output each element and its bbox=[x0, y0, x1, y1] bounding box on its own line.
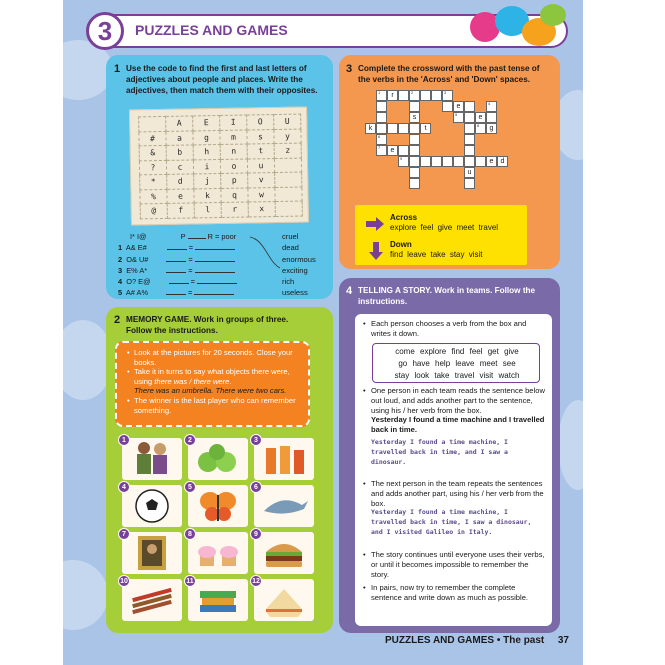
crossword-cell[interactable] bbox=[420, 90, 431, 101]
opposite-word: useless bbox=[282, 288, 308, 297]
opposite-word: dead bbox=[282, 243, 299, 252]
crossword-cell[interactable]: 5 bbox=[453, 112, 464, 123]
crossword-cell[interactable] bbox=[409, 134, 420, 145]
crossword-cell[interactable]: d bbox=[497, 156, 508, 167]
crossword-cell[interactable] bbox=[409, 167, 420, 178]
bottles-icon bbox=[254, 438, 314, 480]
crossword-cell[interactable]: 2 bbox=[409, 90, 420, 101]
cupcakes-icon bbox=[188, 532, 248, 574]
unit-number-badge: 3 bbox=[86, 12, 124, 50]
footer-text: PUZZLES AND GAMES • The past bbox=[385, 635, 545, 646]
crossword-cell[interactable] bbox=[453, 156, 464, 167]
picture-number: 9 bbox=[250, 528, 262, 540]
exercise-1-instruction-line: adjectives about people and places. Write the bbox=[126, 75, 303, 84]
background-blob bbox=[63, 560, 108, 630]
code-table: A E I O U # a g m s y & b h n t z ? c i o u * d j p v % e k q w @ f l r x bbox=[138, 114, 303, 219]
memory-game-rules-box bbox=[115, 341, 310, 427]
opposite-word: exciting bbox=[282, 266, 308, 275]
picture-number: 8 bbox=[184, 528, 196, 540]
crossword-cell[interactable]: 1 bbox=[376, 90, 387, 101]
exercise-4-instruction-line: instructions. bbox=[358, 297, 408, 306]
story-step: • In pairs, now try to remember the complete sentence and write down as much as possible. bbox=[363, 583, 545, 603]
picture-number: 11 bbox=[184, 575, 196, 587]
opposite-word: enormous bbox=[282, 255, 316, 264]
code-table-card bbox=[129, 106, 309, 225]
dolphin-icon bbox=[254, 485, 314, 527]
crossword-cell[interactable]: 4 bbox=[486, 101, 497, 112]
pencils-icon bbox=[122, 579, 182, 621]
exercise-3-instruction-line: Complete the crossword with the past tense of bbox=[358, 64, 540, 73]
crossword-cell[interactable]: e bbox=[486, 156, 497, 167]
crossword-cell[interactable] bbox=[442, 101, 453, 112]
exercise-1-instruction-line: adjectives, then match them with their opposites. bbox=[126, 86, 318, 95]
page-footer bbox=[385, 635, 569, 646]
crossword-cell[interactable] bbox=[475, 156, 486, 167]
crossword-cell[interactable] bbox=[409, 156, 420, 167]
football-icon bbox=[122, 485, 182, 527]
crossword-cell[interactable] bbox=[409, 178, 420, 189]
crossword-cell[interactable]: t bbox=[420, 123, 431, 134]
picture-number: 2 bbox=[184, 434, 196, 446]
crossword-cell[interactable] bbox=[398, 90, 409, 101]
picture-number: 10 bbox=[118, 575, 130, 587]
crossword-cell[interactable]: 6 bbox=[376, 134, 387, 145]
background-blob bbox=[558, 400, 583, 490]
verb-row: stay look take travel visit watch bbox=[394, 371, 520, 380]
down-arrow-icon bbox=[369, 242, 383, 260]
code-item-row: 3 E% A* = bbox=[118, 266, 237, 275]
crossword-cell[interactable]: s bbox=[409, 112, 420, 123]
rule-item: • The winner is the last player who can remember something. bbox=[127, 396, 305, 415]
picture-number: 1 bbox=[118, 434, 130, 446]
crossword-cell[interactable] bbox=[464, 112, 475, 123]
crossword-cell[interactable] bbox=[464, 156, 475, 167]
picture-number: 3 bbox=[250, 434, 262, 446]
people-icon bbox=[122, 438, 182, 480]
rule-item: • Take it in turns to say what objects there were, using there was / there were. There was an umbrella. There were two cars. bbox=[127, 367, 305, 396]
exercise-3-number: 3 bbox=[346, 63, 353, 75]
down-label: Down bbox=[390, 240, 412, 249]
exercise-2-instruction-line: MEMORY GAME. Work in groups of three. bbox=[126, 315, 289, 324]
picture-number: 12 bbox=[250, 575, 262, 587]
crossword-cell[interactable] bbox=[464, 123, 475, 134]
down-words: find leave take stay visit bbox=[390, 250, 483, 259]
story-handwritten-example: Yesterday I found a time machine, I travelled back in time, and I saw a dinosaur. bbox=[371, 437, 508, 466]
picture-number: 5 bbox=[184, 481, 196, 493]
apples-icon bbox=[188, 438, 248, 480]
crossword-cell[interactable]: k bbox=[365, 123, 376, 134]
example-answer: = poor bbox=[215, 232, 237, 241]
picture-number: 7 bbox=[118, 528, 130, 540]
opposite-word: cruel bbox=[282, 232, 299, 241]
sandwich-icon bbox=[254, 579, 314, 621]
crossword-cell[interactable] bbox=[464, 178, 475, 189]
crossword-cell[interactable] bbox=[398, 145, 409, 156]
verb-row: go have help leave meet see bbox=[398, 359, 516, 368]
crossword-cell[interactable]: e bbox=[387, 145, 398, 156]
example-answer-row bbox=[130, 232, 236, 241]
code-item-row: 1 A& E# = bbox=[118, 243, 237, 252]
exercise-4-instruction-line: TELLING A STORY. Work in teams. Follow the bbox=[358, 286, 536, 295]
rule-item: • Look at the pictures for 20 seconds. Close your books. bbox=[127, 348, 305, 367]
crossword-cell[interactable] bbox=[486, 112, 497, 123]
example-code: I* I@ bbox=[130, 232, 147, 241]
crossword-cell[interactable] bbox=[420, 156, 431, 167]
crossword-cell[interactable]: u bbox=[464, 167, 475, 178]
books-icon bbox=[188, 579, 248, 621]
story-handwritten-example: Yesterday I found a time machine, I travelled back in time, I saw a dinosaur, and I visited Galileo in Italy. bbox=[371, 508, 532, 536]
verb-box bbox=[372, 343, 540, 383]
exercise-1-instruction-line: Use the code to find the first and last letters of bbox=[126, 64, 307, 73]
crossword-cell[interactable]: 9 bbox=[398, 156, 409, 167]
crossword-cell[interactable] bbox=[409, 123, 420, 134]
crossword-cell[interactable] bbox=[398, 123, 409, 134]
picture-number: 4 bbox=[118, 481, 130, 493]
crossword-cell[interactable] bbox=[409, 145, 420, 156]
decoration-splat-icon bbox=[540, 4, 566, 26]
story-step: • The next person in the team repeats the sentences and adds another part, using his / her verb from the box. Yesterday I found a time machine, I travelled back in time, I saw a dinosaur, and I visited Galileo in Italy. bbox=[363, 479, 545, 538]
crossword-cell[interactable] bbox=[376, 123, 387, 134]
crossword-cell[interactable]: r bbox=[387, 90, 398, 101]
story-example-sentence: Yesterday I found a time machine and I travelled back in time. bbox=[371, 415, 545, 435]
burger-icon bbox=[254, 532, 314, 574]
crossword-cell[interactable]: g bbox=[486, 123, 497, 134]
crossword-cell[interactable]: e bbox=[475, 112, 486, 123]
verb-row: come explore find feel get give bbox=[395, 347, 519, 356]
exercise-3-instruction-line: the verbs in the 'Across' and 'Down' spaces. bbox=[358, 75, 531, 84]
example-end-letter: R bbox=[207, 232, 213, 241]
crossword-cell[interactable] bbox=[376, 112, 387, 123]
crossword-cell[interactable] bbox=[442, 156, 453, 167]
story-step: • The story continues until everyone uses their verbs, or until it becomes impossible to remember the story. bbox=[363, 550, 545, 579]
exercise-1-number: 1 bbox=[114, 63, 121, 75]
across-words: explore feel give meet travel bbox=[390, 223, 499, 232]
code-item-row: 4 O? E@ = bbox=[118, 277, 239, 286]
across-label: Across bbox=[390, 213, 418, 222]
crossword-cell[interactable]: 8 bbox=[475, 123, 486, 134]
crossword-cell[interactable] bbox=[387, 123, 398, 134]
crossword-cell[interactable]: e bbox=[453, 101, 464, 112]
page-number: 37 bbox=[557, 635, 569, 646]
exercise-2-number: 2 bbox=[114, 314, 121, 326]
crossword-cell[interactable] bbox=[376, 101, 387, 112]
right-arrow-icon bbox=[366, 217, 384, 231]
crossword-cell[interactable] bbox=[464, 145, 475, 156]
code-item-row: 2 O& U# = bbox=[118, 255, 237, 264]
unit-title: PUZZLES AND GAMES bbox=[135, 22, 288, 38]
crossword-cell[interactable]: 7 bbox=[376, 145, 387, 156]
crossword-cell[interactable] bbox=[431, 90, 442, 101]
butterfly-icon bbox=[188, 485, 248, 527]
picture-number: 6 bbox=[250, 481, 262, 493]
example-start-letter: P bbox=[180, 232, 186, 241]
exercise-2-instruction-line: Follow the instructions. bbox=[126, 326, 218, 335]
crossword-cell[interactable] bbox=[464, 134, 475, 145]
exercise-4-number: 4 bbox=[346, 285, 353, 297]
crossword-cell[interactable] bbox=[431, 156, 442, 167]
crossword-cell[interactable] bbox=[409, 101, 420, 112]
story-step: • One person in each team reads the sentence below out loud, and adds another part to the sentence, using his / her verb from the box. Yesterday I found a time machine and I travelled back in time. Yesterday I found a time machine, I travelled back in time, and I saw a dinosaur. bbox=[363, 386, 545, 467]
painting-icon bbox=[122, 532, 182, 574]
story-step: • Each person chooses a verb from the box and writes it down. bbox=[363, 319, 545, 339]
code-item-row: 5 A# A% = bbox=[118, 288, 236, 297]
crossword-cell[interactable]: 3 bbox=[442, 90, 453, 101]
opposite-word: rich bbox=[282, 277, 295, 286]
crossword-cell[interactable] bbox=[464, 101, 475, 112]
